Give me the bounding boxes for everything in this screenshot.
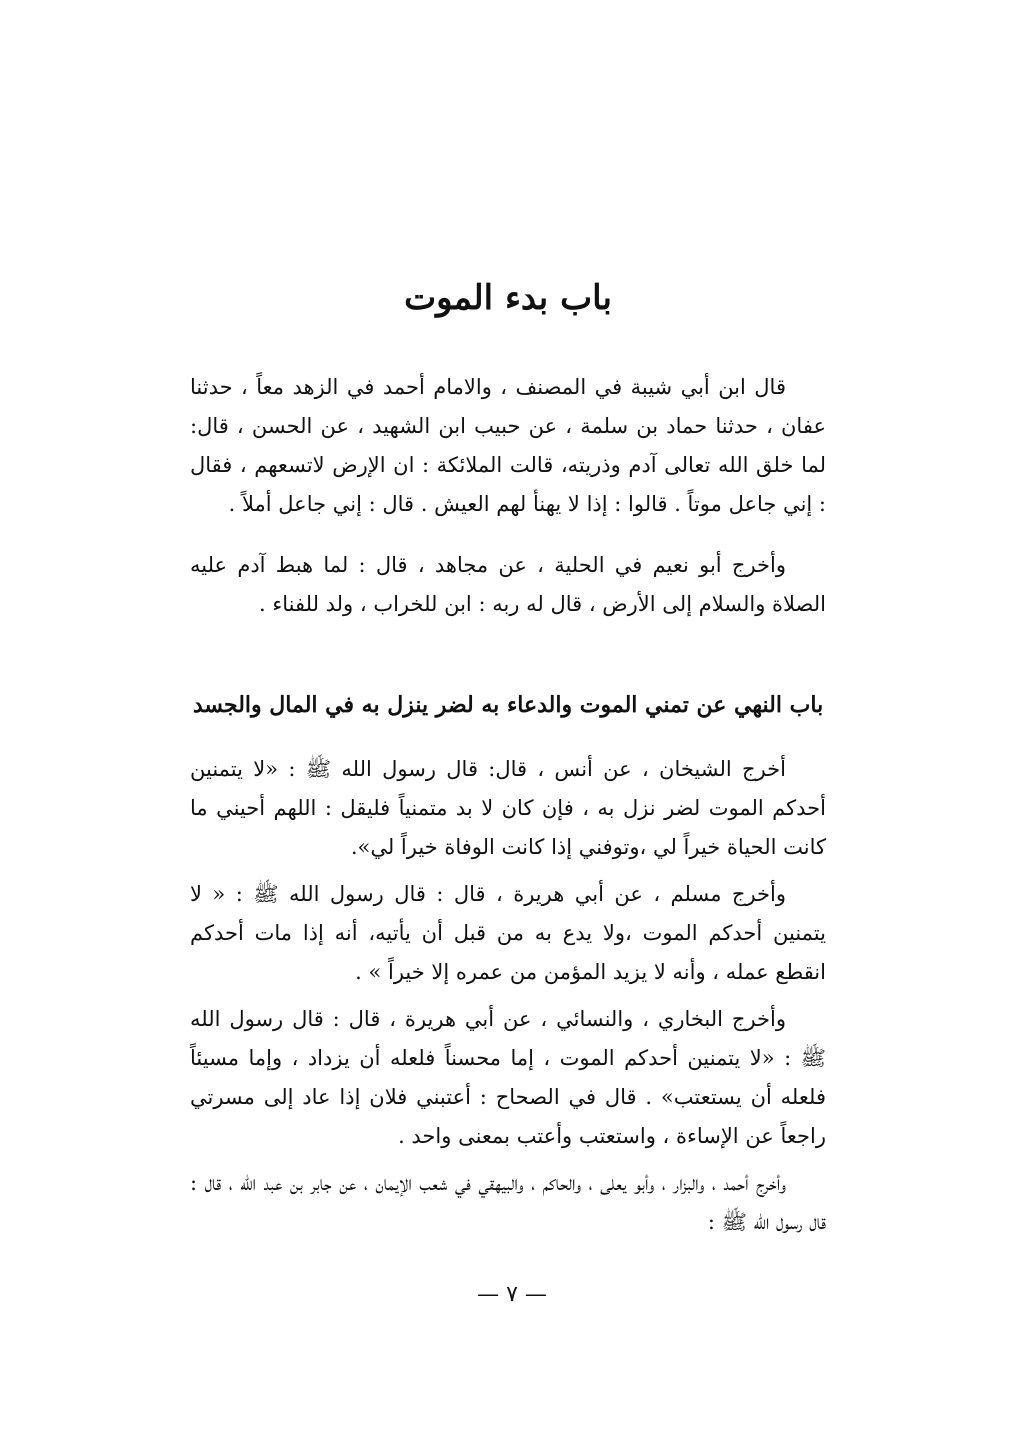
section-body: [190, 750, 826, 1242]
section-title: باب النهي عن تمني الموت والدعاء به لضر ينزل به في المال والجسد: [192, 692, 824, 718]
chapter-body: [190, 368, 826, 624]
paragraph-3: أخرج الشيخان ، عن أنس ، قال: قال رسول الله ﷺ : «لا يتمنين أحدكم الموت لضر نزل به ، فإن كان لا بد متمنياً فليقل : اللهم أحيني ما كانت الحياة خيراً لي ،وتوفني إذا كانت الوفاة خيراً لي».: [190, 757, 826, 859]
chapter-title: باب بدء الموت: [404, 278, 612, 318]
paragraph-6: وأخرج أحمد ، والبزار ، وأبو يعلى ، والحاكم ، والبيهقي في شعب الإيمان ، عن جابر بن عبد الله ، قال : قال رسول الله ﷺ :: [190, 1171, 826, 1234]
paragraph-5: وأخرج البخاري ، والنسائي ، عن أبي هريرة ، قال : قال رسول الله ﷺ : «لا يتمنين أحدكم الموت ، إما محسناً فلعله أن يزداد ، وإما مسيئاً فلعله أن يستعتب» . قال في الصحاح : أعتبني فلان إذا عاد إلى مسرتي راجعاً عن الإساءة ، واستعتب وأعتب بمعنى واحد .: [190, 1007, 826, 1148]
page-number: — ٧ —: [477, 1282, 547, 1307]
paragraph-4: وأخرج مسلم ، عن أبي هريرة ، قال : قال رسول الله ﷺ : « لا يتمنين أحدكم الموت ،ولا يدع به من قبل أن يأتيه، أنه إذا مات أحدكم انقطع عمله ، وأنه لا يزيد المؤمن من عمره إلا خيراً » .: [190, 882, 826, 984]
paragraph-2: وأخرج أبو نعيم في الحلية ، عن مجاهد ، قال : لما هبط آدم عليه الصلاة والسلام إلى الأرض ، قال له ربه : ابن للخراب ، ولد للفناء .: [190, 553, 826, 616]
paragraph-1: قال ابن أبي شيبة في المصنف ، والامام أحمد في الزهد معاً ، حدثنا عفان ، حدثنا حماد بن سلمة ، عن حبيب ابن الشهيد ، عن الحسن ، قال: لما خلق الله تعالى آدم وذريته، قالت الملائكة : ان الإرض لاتسعهم ، فقال : إني جاعل موتاً . قالوا : إذا لا يهنأ لهم العيش . قال : إني جاعل أملاً .: [190, 375, 826, 516]
